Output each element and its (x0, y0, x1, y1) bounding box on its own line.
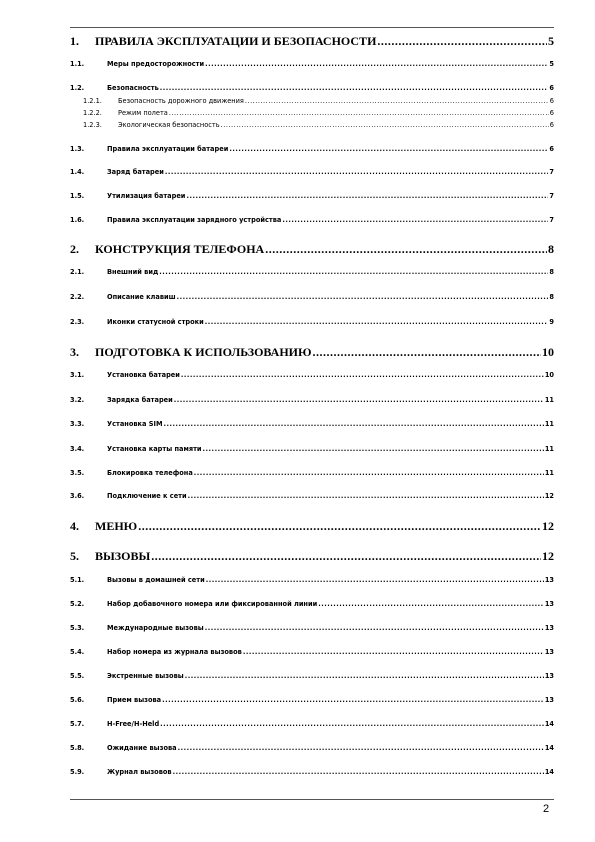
toc-entry-number: 5.6. (70, 696, 85, 704)
toc-entry-title: Правила эксплуатации батареи (107, 145, 229, 153)
toc-entry-title: Установка батареи (107, 371, 180, 379)
toc-entry-number: 1.2.2. (83, 109, 102, 117)
dot-leader (169, 109, 549, 117)
toc-entry-number: 3.6. (70, 492, 85, 500)
dot-leader (181, 371, 544, 379)
dot-leader (173, 768, 544, 776)
dot-leader (318, 600, 544, 608)
toc-entry[interactable] (70, 192, 554, 200)
dot-leader (203, 445, 544, 453)
top-rule (70, 27, 554, 28)
toc-entry[interactable] (83, 121, 554, 129)
dot-leader (185, 672, 544, 680)
toc-entry[interactable] (70, 345, 554, 360)
toc-entry-title: Безопасность (107, 84, 159, 92)
dot-leader (160, 720, 544, 728)
toc-entry-page: 13 (544, 600, 554, 608)
toc-entry-number: 1. (70, 34, 79, 48)
toc-entry[interactable] (70, 371, 554, 379)
page-number: 2 (543, 803, 550, 815)
toc-entry-title: Заряд батареи (107, 168, 164, 176)
toc-entry-number: 3. (70, 345, 79, 359)
toc-entry-title: Установка карты памяти (107, 445, 202, 453)
toc-entry-title: Правила эксплуатации зарядного устройства (107, 216, 282, 224)
toc-entry-number: 1.2.1. (83, 97, 102, 105)
toc-entry-title: Набор номера из журнала вызовов (107, 648, 242, 656)
toc-entry-title: Ожидание вызова (107, 744, 177, 752)
toc-entry-page: 8 (548, 242, 554, 256)
toc-entry-page: 5 (548, 34, 554, 48)
toc-entry-title: Режим полета (118, 109, 168, 117)
toc-entry-title: Вызовы в домашней сети (107, 576, 205, 584)
toc-entry[interactable] (70, 318, 554, 326)
dot-leader (377, 34, 547, 49)
toc-entry-page: 7 (549, 168, 554, 176)
dot-leader (164, 420, 544, 428)
dot-leader (243, 648, 544, 656)
dot-leader (159, 268, 548, 276)
toc-entry[interactable] (83, 109, 554, 117)
toc-entry[interactable] (70, 242, 554, 257)
toc-entry-page: 13 (544, 672, 554, 680)
toc-entry-page: 9 (549, 318, 554, 326)
dot-leader (194, 469, 544, 477)
toc-entry-page: 12 (542, 549, 554, 563)
dot-leader (205, 60, 548, 68)
toc-entry[interactable] (70, 600, 554, 608)
toc-entry-page: 5 (549, 60, 554, 68)
toc-entry-number: 2.1. (70, 268, 85, 276)
dot-leader (178, 744, 544, 752)
toc-entry[interactable] (70, 216, 554, 224)
bottom-rule (70, 799, 554, 800)
toc-entry-number: 1.2.3. (83, 121, 102, 129)
toc-entry[interactable] (70, 84, 554, 92)
toc-entry-title: Внешний вид (107, 268, 159, 276)
toc-entry-title: Иконки статусной строки (107, 318, 204, 326)
toc-entry[interactable] (70, 60, 554, 68)
toc-entry-number: 1.6. (70, 216, 85, 224)
toc-entry-number: 4. (70, 519, 79, 533)
toc-entry-title: Утилизация батареи (107, 192, 186, 200)
toc-entry-page: 13 (544, 576, 554, 584)
toc-entry[interactable] (70, 268, 554, 276)
dot-leader (177, 293, 549, 301)
toc-entry-number: 5.8. (70, 744, 85, 752)
toc-entry-number: 1.3. (70, 145, 85, 153)
toc-entry-page: 10 (544, 371, 554, 379)
toc-entry-page: 7 (549, 216, 554, 224)
toc-entry-page: 11 (544, 469, 554, 477)
dot-leader (313, 345, 542, 360)
toc-entry-number: 2.2. (70, 293, 85, 301)
toc-entry[interactable] (70, 168, 554, 176)
toc-entry-title: Зарядка батареи (107, 396, 173, 404)
toc-entry-page: 13 (544, 624, 554, 632)
toc-entry-page: 12 (544, 492, 554, 500)
toc-entry[interactable] (70, 744, 554, 752)
dot-leader (186, 192, 548, 200)
dot-leader (205, 624, 544, 632)
toc-entry-page: 11 (544, 445, 554, 453)
toc-entry-title: Описание клавиш (107, 293, 176, 301)
toc-entry[interactable] (70, 469, 554, 477)
dot-leader (265, 242, 547, 257)
toc-entry[interactable] (70, 396, 554, 404)
toc-entry-number: 5. (70, 549, 79, 563)
toc-entry-number: 5.4. (70, 648, 85, 656)
toc-entry-page: 8 (549, 293, 554, 301)
dot-leader (205, 318, 549, 326)
toc-entry-page: 12 (542, 519, 554, 533)
toc-entry-number: 1.4. (70, 168, 85, 176)
dot-leader (160, 84, 549, 92)
toc-entry-title: КОНСТРУКЦИЯ ТЕЛЕФОНА (95, 242, 265, 256)
toc-entry-page: 6 (549, 97, 554, 105)
toc-entry-number: 1.5. (70, 192, 85, 200)
dot-leader (206, 576, 544, 584)
toc-entry-number: 3.3. (70, 420, 85, 428)
toc-entry-number: 5.5. (70, 672, 85, 680)
toc-entry-title: Экологическая безопасность (118, 121, 220, 129)
toc-entry-number: 1.2. (70, 84, 85, 92)
toc-entry-page: 11 (544, 420, 554, 428)
toc-entry-number: 3.2. (70, 396, 85, 404)
toc-entry-page: 10 (542, 345, 554, 359)
toc-entry-title: Установка SIM (107, 420, 163, 428)
toc-entry-number: 5.9. (70, 768, 85, 776)
toc-entry-title: Блокировка телефона (107, 469, 193, 477)
toc-entry[interactable] (70, 624, 554, 632)
toc-entry-title: ПОДГОТОВКА К ИСПОЛЬЗОВАНИЮ (95, 345, 312, 359)
toc-entry-page: 6 (549, 84, 554, 92)
toc-entry[interactable] (70, 576, 554, 584)
toc-entry[interactable] (70, 696, 554, 704)
toc-entry-number: 5.3. (70, 624, 85, 632)
toc-entry[interactable] (70, 519, 554, 534)
toc-entry-title: МЕНЮ (95, 519, 138, 533)
dot-leader (188, 492, 544, 500)
toc-entry-page: 14 (544, 744, 554, 752)
dot-leader (151, 549, 541, 564)
toc-entry[interactable] (83, 97, 554, 105)
toc-entry-number: 2. (70, 242, 79, 256)
toc-entry[interactable] (70, 34, 554, 49)
toc-entry-number: 1.1. (70, 60, 85, 68)
toc-entry-title: Международные вызовы (107, 624, 204, 632)
toc-entry[interactable] (70, 293, 554, 301)
toc-entry-page: 14 (544, 768, 554, 776)
toc-entry[interactable] (70, 648, 554, 656)
toc-entry-title: Экстренные вызовы (107, 672, 184, 680)
toc-entry-page: 11 (544, 396, 554, 404)
toc-entry-number: 5.7. (70, 720, 85, 728)
toc-entry-title: Безопасность дорожного движения (118, 97, 244, 105)
dot-leader (245, 97, 549, 105)
dot-leader (229, 145, 548, 153)
toc-entry-page: 14 (544, 720, 554, 728)
toc-entry-number: 3.1. (70, 371, 85, 379)
dot-leader (165, 168, 549, 176)
toc-entry-title: Подключение к сети (107, 492, 187, 500)
toc-entry-title: H-Free/H-Held (107, 720, 160, 728)
toc-entry-page: 6 (549, 121, 554, 129)
toc-entry[interactable] (70, 420, 554, 428)
toc-entry-title: ПРАВИЛА ЭКСПЛУАТАЦИИ И БЕЗОПАСНОСТИ (95, 34, 377, 48)
toc-entry-page: 8 (549, 268, 554, 276)
toc-entry[interactable] (70, 549, 554, 564)
toc-entry-page: 7 (549, 192, 554, 200)
toc-entry[interactable] (70, 445, 554, 453)
toc-entry[interactable] (70, 145, 554, 153)
toc-entry[interactable] (70, 768, 554, 776)
dot-leader (162, 696, 544, 704)
toc-entry-page: 6 (549, 145, 554, 153)
dot-leader (282, 216, 548, 224)
toc-entry-title: ВЫЗОВЫ (95, 549, 151, 563)
toc-entry-number: 3.5. (70, 469, 85, 477)
dot-leader (138, 519, 541, 534)
toc-entry-page: 13 (544, 696, 554, 704)
toc-entry[interactable] (70, 492, 554, 500)
toc-entry-number: 3.4. (70, 445, 85, 453)
toc-entry-number: 2.3. (70, 318, 85, 326)
toc-entry-number: 5.2. (70, 600, 85, 608)
toc-entry-page: 13 (544, 648, 554, 656)
toc-entry-title: Журнал вызовов (107, 768, 172, 776)
toc-entry-page: 6 (549, 109, 554, 117)
dot-leader (221, 121, 549, 129)
toc-entry-title: Набор добавочного номера или фиксированной линии (107, 600, 318, 608)
toc-entry-title: Прием вызова (107, 696, 162, 704)
dot-leader (174, 396, 544, 404)
toc-entry[interactable] (70, 720, 554, 728)
toc-entry-number: 5.1. (70, 576, 85, 584)
toc-entry-title: Меры предосторожности (107, 60, 205, 68)
toc-entry[interactable] (70, 672, 554, 680)
